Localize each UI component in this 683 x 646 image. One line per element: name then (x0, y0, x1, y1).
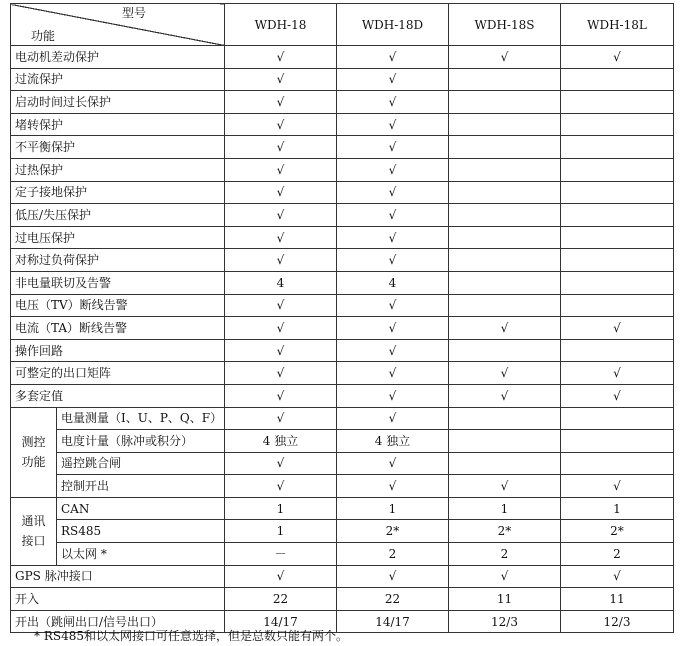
value-cell: 2 (561, 543, 674, 566)
value-cell: 1 (561, 497, 674, 520)
value-cell: √ (225, 46, 337, 69)
header-model-label: 型号 (121, 6, 146, 20)
table-row (11, 384, 674, 407)
model-header-wdh-18: WDH-18 (225, 4, 337, 46)
value-cell: √ (225, 136, 337, 159)
group-row (11, 520, 674, 543)
value-cell (561, 91, 674, 114)
value-cell: √ (337, 384, 449, 407)
value-cell: 14/17 (225, 610, 337, 633)
function-label: 多套定值 (11, 384, 225, 407)
value-cell (561, 68, 674, 91)
function-label: 过热保护 (11, 158, 225, 181)
function-label: 堵转保护 (11, 113, 225, 136)
value-cell (561, 452, 674, 475)
value-cell: √ (449, 46, 561, 69)
function-label: 非电量联切及告警 (11, 271, 225, 294)
value-cell: √ (225, 181, 337, 204)
value-cell: 4 独立 (225, 430, 337, 453)
function-label: 定子接地保护 (11, 181, 225, 204)
diagonal-header-cell (11, 4, 225, 46)
value-cell (561, 407, 674, 430)
table-row (11, 271, 674, 294)
header-function-label: 功能 (31, 29, 56, 43)
function-label: 开出（跳闸出口/信号出口） (11, 610, 225, 633)
function-label: 开入 (11, 588, 225, 611)
value-cell: 22 (225, 588, 337, 611)
value-cell: √ (337, 204, 449, 227)
value-cell (561, 181, 674, 204)
group-row (11, 430, 674, 453)
model-header-wdh-18s: WDH-18S (449, 4, 561, 46)
sub-function-label: CAN (57, 497, 225, 520)
value-cell: － (225, 543, 337, 566)
value-cell (449, 339, 561, 362)
value-cell: √ (225, 407, 337, 430)
value-cell: √ (449, 384, 561, 407)
value-cell: √ (225, 294, 337, 317)
value-cell: √ (337, 113, 449, 136)
value-cell: √ (337, 339, 449, 362)
function-label: 过流保护 (11, 68, 225, 91)
value-cell: √ (561, 362, 674, 385)
value-cell: √ (337, 136, 449, 159)
group-row (11, 452, 674, 475)
value-cell (561, 271, 674, 294)
table-row (11, 113, 674, 136)
value-cell: √ (225, 452, 337, 475)
value-cell: 1 (337, 497, 449, 520)
function-label: 低压/失压保护 (11, 204, 225, 227)
table-row (11, 91, 674, 114)
value-cell (449, 204, 561, 227)
value-cell: √ (337, 158, 449, 181)
value-cell (449, 452, 561, 475)
value-cell: 4 (337, 271, 449, 294)
value-cell: √ (337, 226, 449, 249)
value-cell (449, 181, 561, 204)
table-row (11, 136, 674, 159)
table-row (11, 339, 674, 362)
value-cell (561, 430, 674, 453)
value-cell: √ (449, 565, 561, 588)
table-row (11, 362, 674, 385)
value-cell: √ (225, 91, 337, 114)
value-cell: √ (225, 317, 337, 340)
table-row (11, 226, 674, 249)
function-label: 可整定的出口矩阵 (11, 362, 225, 385)
value-cell: √ (337, 46, 449, 69)
value-cell: 2 (449, 543, 561, 566)
value-cell (449, 158, 561, 181)
value-cell (561, 249, 674, 272)
value-cell: √ (225, 113, 337, 136)
group-row (11, 543, 674, 566)
value-cell: √ (337, 68, 449, 91)
function-label: 不平衡保护 (11, 136, 225, 159)
value-cell: √ (337, 294, 449, 317)
value-cell: 2* (337, 520, 449, 543)
model-header-wdh-18d: WDH-18D (337, 4, 449, 46)
table-row (11, 565, 674, 588)
value-cell (561, 158, 674, 181)
value-cell (449, 430, 561, 453)
value-cell: √ (225, 565, 337, 588)
table-row (11, 317, 674, 340)
value-cell: √ (449, 317, 561, 340)
value-cell (561, 294, 674, 317)
table-row (11, 588, 674, 611)
model-header-wdh-18l: WDH-18L (561, 4, 674, 46)
sub-function-label: 电量测量（I、U、P、Q、F） (57, 407, 225, 430)
table-row (11, 204, 674, 227)
value-cell: 2 (337, 543, 449, 566)
sub-function-label: 电度计量（脉冲或积分） (57, 430, 225, 453)
function-label: 操作回路 (11, 339, 225, 362)
value-cell (449, 68, 561, 91)
value-cell: √ (225, 339, 337, 362)
value-cell: √ (225, 384, 337, 407)
function-label: 电压（TV）断线告警 (11, 294, 225, 317)
value-cell: √ (337, 475, 449, 498)
table-row (11, 46, 674, 69)
value-cell: 14/17 (337, 610, 449, 633)
value-cell: √ (337, 565, 449, 588)
value-cell: √ (225, 158, 337, 181)
value-cell: √ (561, 46, 674, 69)
value-cell: 1 (225, 520, 337, 543)
table-row (11, 68, 674, 91)
function-label: 过电压保护 (11, 226, 225, 249)
table-body (11, 4, 674, 633)
group-row (11, 475, 674, 498)
function-label: 启动时间过长保护 (11, 91, 225, 114)
value-cell: √ (225, 68, 337, 91)
group-row (11, 497, 674, 520)
group-title: 通讯 接口 (11, 497, 57, 565)
value-cell: 1 (225, 497, 337, 520)
value-cell: 12/3 (561, 610, 674, 633)
value-cell (449, 407, 561, 430)
table-row (11, 294, 674, 317)
group-row (11, 407, 674, 430)
value-cell: 1 (449, 497, 561, 520)
sub-function-label: 遥控跳合闸 (57, 452, 225, 475)
sub-function-label: RS485 (57, 520, 225, 543)
value-cell: √ (449, 362, 561, 385)
value-cell (449, 271, 561, 294)
value-cell: √ (225, 475, 337, 498)
value-cell (449, 294, 561, 317)
value-cell: √ (225, 226, 337, 249)
header-row (11, 4, 674, 46)
table-row (11, 158, 674, 181)
function-label: 电流（TA）断线告警 (11, 317, 225, 340)
table-row (11, 249, 674, 272)
feature-comparison-table (10, 3, 674, 633)
value-cell: √ (561, 384, 674, 407)
value-cell: 2* (449, 520, 561, 543)
value-cell: 22 (337, 588, 449, 611)
value-cell (561, 136, 674, 159)
sub-function-label: 控制开出 (57, 475, 225, 498)
value-cell (449, 226, 561, 249)
value-cell (561, 226, 674, 249)
value-cell: 11 (449, 588, 561, 611)
footnote: * RS485和以太网接口可任意选择，但是总数只能有两个。 (34, 629, 348, 643)
value-cell: √ (449, 475, 561, 498)
value-cell: 2* (561, 520, 674, 543)
value-cell: √ (561, 475, 674, 498)
function-label: GPS 脉冲接口 (11, 565, 225, 588)
group-title: 测控 功能 (11, 407, 57, 497)
value-cell: 12/3 (449, 610, 561, 633)
value-cell: √ (561, 317, 674, 340)
value-cell: √ (337, 249, 449, 272)
value-cell (561, 113, 674, 136)
value-cell: 4 (225, 271, 337, 294)
value-cell: √ (225, 204, 337, 227)
table-row (11, 181, 674, 204)
value-cell: √ (337, 91, 449, 114)
function-label: 电动机差动保护 (11, 46, 225, 69)
value-cell (561, 204, 674, 227)
value-cell (449, 249, 561, 272)
value-cell: √ (337, 452, 449, 475)
sub-function-label: 以太网 * (57, 543, 225, 566)
value-cell (449, 91, 561, 114)
value-cell: √ (337, 181, 449, 204)
value-cell: √ (225, 249, 337, 272)
value-cell: √ (225, 362, 337, 385)
value-cell (449, 136, 561, 159)
value-cell: √ (337, 407, 449, 430)
value-cell (561, 339, 674, 362)
value-cell: √ (337, 362, 449, 385)
value-cell: √ (561, 565, 674, 588)
value-cell: √ (337, 317, 449, 340)
value-cell: 11 (561, 588, 674, 611)
value-cell (449, 113, 561, 136)
value-cell: 4 独立 (337, 430, 449, 453)
function-label: 对称过负荷保护 (11, 249, 225, 272)
